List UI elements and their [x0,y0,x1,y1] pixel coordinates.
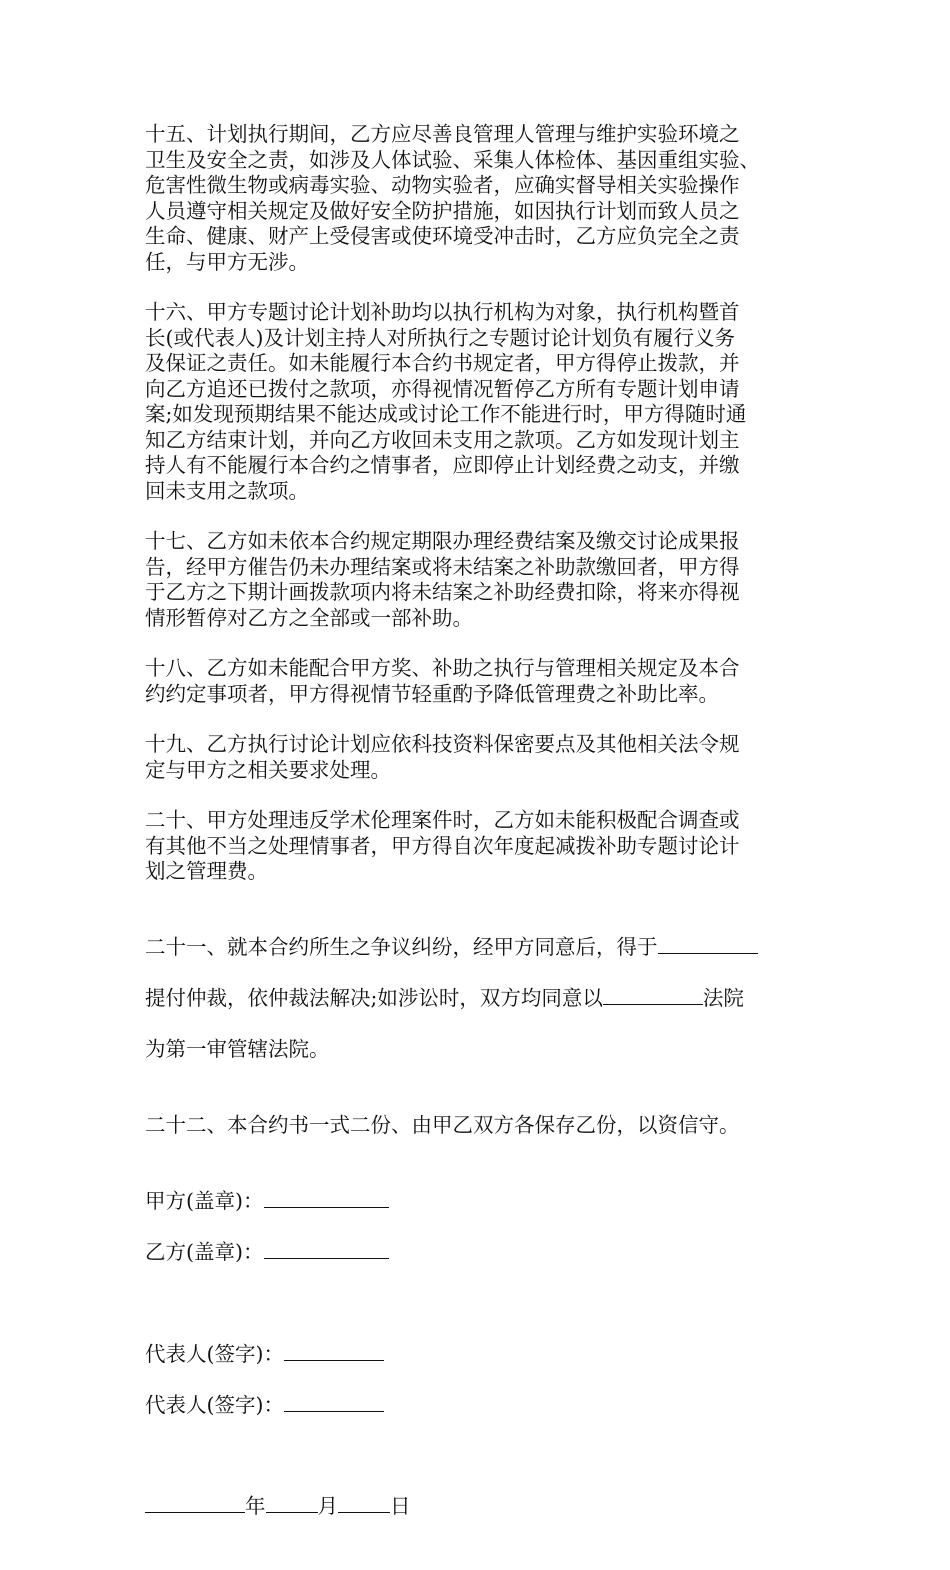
rep-a-sign-blank[interactable] [284,1342,384,1361]
party-a-seal: 甲方(盖章)： [145,1189,825,1215]
day-label: 日 [390,1494,411,1518]
party-b-seal: 乙方(盖章)： [145,1240,825,1266]
rep-b-sign-blank[interactable] [284,1393,384,1412]
clause-19: 十九、乙方执行讨论计划应依科技资料保密要点及其他相关法令规 定与甲方之相关要求处理。 [145,732,740,782]
clause-21 [145,910,825,1089]
day-blank[interactable] [338,1494,390,1513]
clause-18: 十八、乙方如未能配合甲方奖、补助之执行与管理相关规定及本合 约约定事项者，甲方得视情节轻重酌予降低管理费之补助比率。 [145,656,740,706]
clause-15: 十五、计划执行期间，乙方应尽善良管理人管理与维护实验环境之 卫生及安全之责，如涉及人体试验、采集人体检体、基因重组实验、 危害性微生物或病毒实验、动物实验者，应确实督导相关实验操作 人员遵守相关规定及做好安全防护措施，如因执行计划而致人员之 生命、健康、财产上受侵害或使环境受冲击时，乙方应负完全之责 任，与甲方无涉。 [145,122,760,274]
clause-16: 十六、甲方专题讨论计划补助均以执行机构为对象，执行机构暨首 长(或代表人)及计划主持人对所执行之专题讨论计划负有履行义务 及保证之责任。如未能履行本合约书规定者，甲方得停止拨款，并 向乙方追还已拨付之款项，亦得视情况暂停乙方所有专题计划申请 案;如发现预期结果不能达成或讨论工作不能进行时，甲方得随时通 知乙方结束计划，并向乙方收回未支用之款项。乙方如发现计划主 持人有不能履行本合约之情事者，应即停止计划经费之动支，并缴 回未支用之款项。 [145,300,747,503]
month-blank[interactable] [266,1494,318,1513]
seal-block [145,1164,825,1292]
month-label: 月 [317,1494,338,1518]
party-a-seal-blank[interactable] [264,1189,389,1208]
arbitration-venue-blank[interactable] [658,935,758,954]
clause-21-line-3: 为第一审管辖法院。 [145,1037,330,1061]
year-label: 年 [245,1494,266,1518]
rep-b-sign: 代表人(签字)： [145,1393,825,1419]
year-blank[interactable] [145,1494,245,1513]
clause-17: 十七、乙方如未依本合约规定期限办理经费结案及缴交讨论成果报 告，经甲方催告仍未办理结案或将未结案之补助款缴回者，甲方得 于乙方之下期计画拨款项内将未结案之补助经费扣除，将来亦得视 情形暂停对乙方之全部或一部补助。 [145,529,740,630]
document-body [145,122,825,1570]
representative-block [145,1316,825,1444]
clause-20: 二十、甲方处理违反学术伦理案件时，乙方如未能积极配合调查或 有其他不当之处理情事者，甲方得自次年度起减拨补助专题讨论计 划之管理费。 [145,808,740,883]
clause-21-line-2: 提付仲裁，依仲裁法解决;如涉讼时，双方均同意以 法院 [145,986,744,1010]
clause-22: 二十二、本合约书一式二份、由甲乙双方各保存乙份，以资信守。 [145,1113,740,1137]
court-name-blank[interactable] [603,986,703,1005]
party-b-seal-blank[interactable] [264,1240,389,1259]
rep-a-sign: 代表人(签字)： [145,1342,825,1368]
clause-21-line-1: 二十一、就本合约所生之争议纠纷，经甲方同意后，得于 [145,935,825,961]
date-line [145,1469,825,1546]
